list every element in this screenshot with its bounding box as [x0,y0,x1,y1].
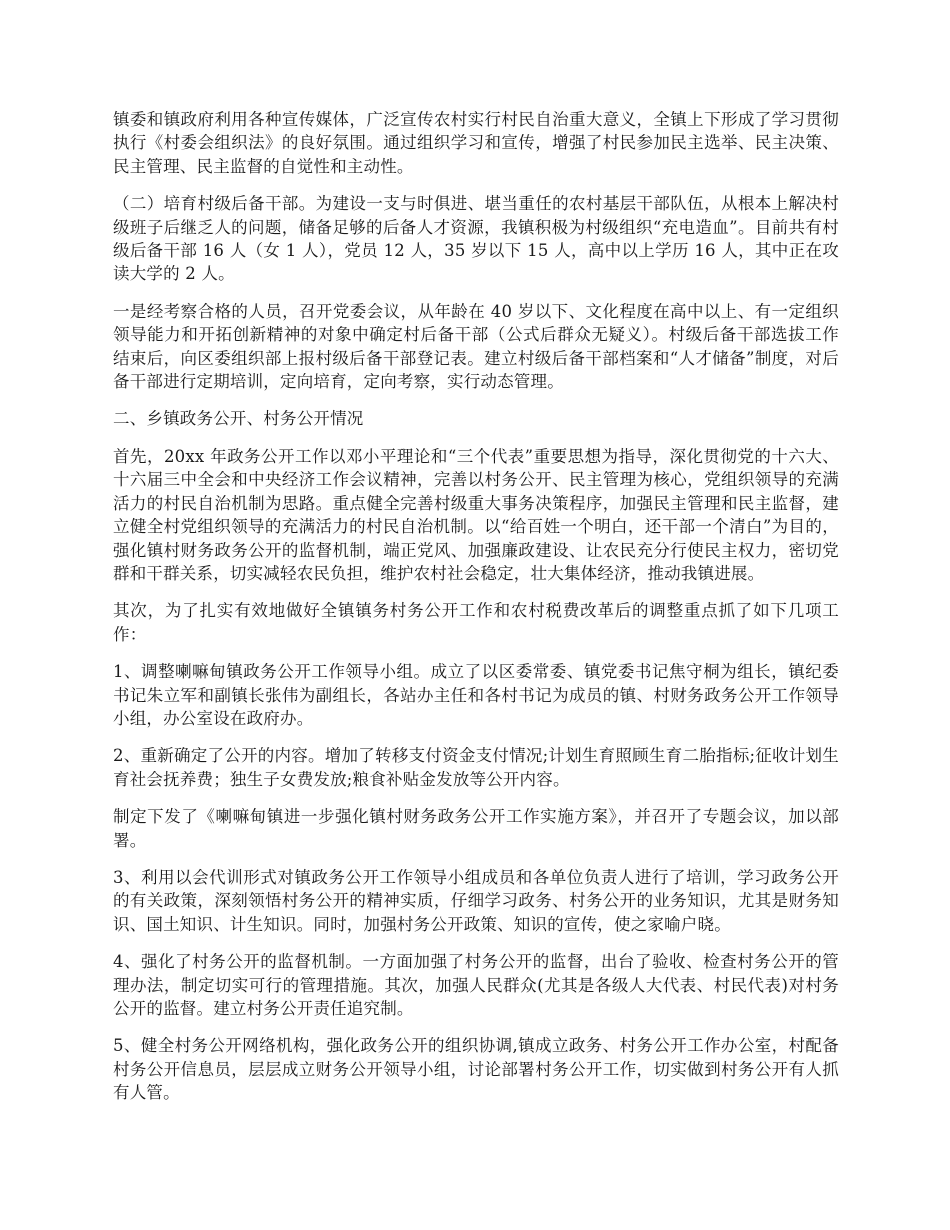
paragraph-6: 其次，为了扎实有效地做好全镇镇务村务公开工作和农村税费改革后的调整重点抓了如下几项工作： [113,601,839,644]
paragraph-9: 制定下发了《喇嘛甸镇进一步强化镇村财务政务公开工作实施方案》，并召开了专题会议，加以部署。 [113,807,839,850]
paragraph-2: （二）培育村级后备干部。为建设一支与时俱进、堪当重任的农村基层干部队伍，从根本上解决村级班子后继乏人的问题，储备足够的后备人才资源，我镇积极为村级组织“充电造血”。目前共有村级后备干部 16 人（女 1 人），党员 12 人，35 岁以下 15 人，高中以上学历 16 人，其中正在攻读大学的 2 人。 [113,194,839,284]
paragraph-8: 2、重新确定了公开的内容。增加了转移支付资金支付情况;计划生育照顾生育二胎指标;征收计划生育社会抚养费；独生子女费发放;粮食补贴金发放等公开内容。 [113,746,839,789]
document-body [113,108,839,1119]
paragraph-7: 1、调整喇嘛甸镇政务公开工作领导小组。成立了以区委常委、镇党委书记焦守桐为组长，镇纪委书记朱立军和副镇长张伟为副组长，各站办主任和各村书记为成员的镇、村财务政务公开工作领导小组，办公室设在政府办。 [113,662,839,728]
paragraph-5: 首先，20xx 年政务公开工作以邓小平理论和“三个代表”重要思想为指导，深化贯彻党的十六大、十六届三中全会和中央经济工作会议精神，完善以村务公开、民主管理为核心，党组织领导的充满活力的村民自治机制为思路。重点健全完善村级重大事务决策程序，加强民主管理和民主监督，建立健全村党组织领导的充满活力的村民自治机制。以“给百姓一个明白，还干部一个清白”为目的，强化镇村财务政务公开的监督机制，端正党风、加强廉政建设、让农民充分行使民主权力，密切党群和干群关系，切实减轻农民负担，维护农村社会稳定，壮大集体经济，推动我镇进展。 [113,446,839,583]
paragraph-10: 3、利用以会代训形式对镇政务公开工作领导小组成员和各单位负责人进行了培训，学习政务公开的有关政策，深刻领悟村务公开的精神实质，仔细学习政务、村务公开的业务知识，尤其是财务知识、国土知识、计生知识。同时，加强村务公开政策、知识的宣传，使之家喻户晓。 [113,867,839,934]
paragraph-12: 5、健全村务公开网络机构，强化政务公开的组织协调,镇成立政务、村务公开工作办公室，村配备村务公开信息员，层层成立财务公开领导小组，讨论部署村务公开工作，切实做到村务公开有人抓有人管。 [113,1036,839,1103]
paragraph-1: 镇委和镇政府利用各种宣传媒体，广泛宣传农村实行村民自治重大意义，全镇上下形成了学习贯彻执行《村委会组织法》的良好氛围。通过组织学习和宣传，增强了村民参加民主选举、民主决策、民主管理、民主监督的自觉性和主动性。 [113,110,839,176]
paragraph-11: 4、强化了村务公开的监督机制。一方面加强了村务公开的监督，出台了验收、检查村务公开的管理办法，制定切实可行的管理措施。其次，加强人民群众(尤其是各级人大代表、村民代表)对村务公开的监督。建立村务公开责任追究制。 [113,952,839,1018]
paragraph-3: 一是经考察合格的人员，召开党委会议，从年龄在 40 岁以下、文化程度在高中以上、有一定组织领导能力和开拓创新精神的对象中确定村后备干部（公式后群众无疑义）。村级后备干部选拔工作结束后，向区委组织部上报村级后备干部登记表。建立村级后备干部档案和“人才储备”制度，对后备干部进行定期培训，定向培育，定向考察，实行动态管理。 [113,301,839,392]
section-heading: 二、乡镇政务公开、村务公开情况 [113,409,364,429]
